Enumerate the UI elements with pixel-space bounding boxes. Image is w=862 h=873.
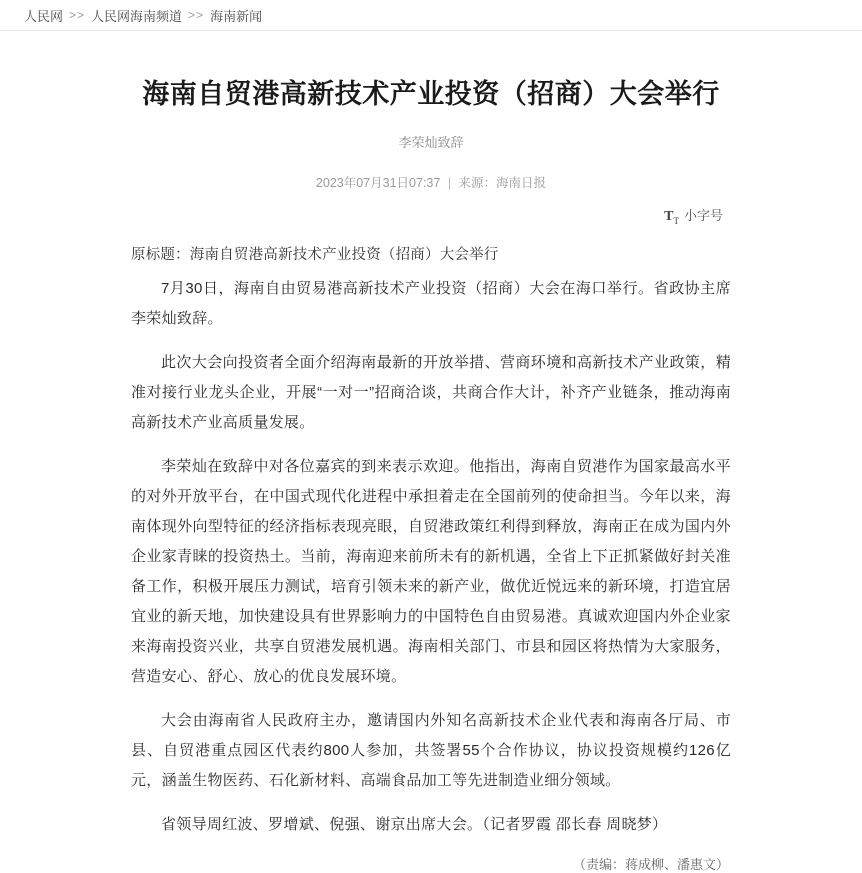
original-title: 原标题：海南自贸港高新技术产业投资（招商）大会举行 <box>131 247 499 264</box>
paragraph-4: 大会由海南省人民政府主办，邀请国内外知名高新技术企业代表和海南各厅局、市县、自贸港重点园区代表约800人参加，共签署55个合作协议，协议投资规模约126亿元，涵盖生物医药、石化新材料、高端食品加工等先进制造业细分领域。 <box>131 711 731 789</box>
editor-note: （责编：蒋成柳、潘惠文） <box>572 856 729 872</box>
meta-separator: | <box>447 176 452 191</box>
breadcrumb-separator-1: >> <box>188 8 205 22</box>
breadcrumb-item-2[interactable]: 海南新闻 <box>210 8 263 24</box>
breadcrumb-separator-0: >> <box>69 8 86 22</box>
paragraph-1: 7月30日，海南自由贸易港高新技术产业投资（招商）大会在海口举行。省政协主席李荣灿致辞。 <box>131 279 731 327</box>
text-size-icon: $T_T$ <box>664 209 679 227</box>
breadcrumb <box>0 0 862 31</box>
article-source: 来源：海南日报 <box>458 176 547 191</box>
paragraph-2: 此次大会向投资者全面介绍海南最新的开放举措、营商环境和高新技术产业政策，精准对接行业龙头企业，开展“一对一”招商洽谈，共商合作大计，补齐产业链条，推动海南高新技术产业高质量发展。 <box>131 353 731 431</box>
page-title: 海南自贸港高新技术产业投资（招商）大会举行 <box>142 79 720 110</box>
article-subtitle: 李荣灿致辞 <box>398 135 464 151</box>
article-content <box>131 274 731 840</box>
article-body <box>131 31 731 873</box>
font-size-button[interactable] <box>664 205 723 226</box>
article-meta <box>131 173 731 191</box>
text-size-icon-sub: T <box>673 216 679 227</box>
publish-date: 2023年07月31日07:37 <box>315 176 441 191</box>
font-size-label: 小字号 <box>683 208 723 224</box>
fontsize-bar <box>131 205 731 226</box>
breadcrumb-item-1[interactable]: 人民网海南频道 <box>91 8 183 24</box>
breadcrumb-item-0[interactable]: 人民网 <box>24 8 64 24</box>
paragraph-5: 省领导周红波、罗增斌、倪强、谢京出席大会。（记者罗霞 邵长春 周晓梦） <box>161 815 668 833</box>
paragraph-3: 李荣灿在致辞中对各位嘉宾的到来表示欢迎。他指出，海南自贸港作为国家最高水平的对外开放平台，在中国式现代化进程中承担着走在全国前列的使命担当。今年以来，海南体现外向型特征的经济指标表现亮眼，自贸港政策红利得到释放，海南正在成为国内外企业家青睐的投资热土。当前，海南迎来前所未有的新机遇，全省上下正抓紧做好封关准备工作，积极开展压力测试，培育引领未来的新产业，做优近悦远来的新环境，打造宜居宜业的新天地，加快建设具有世界影响力的中国特色自由贸易港。真诚欢迎国内外企业家来海南投资兴业，共享自贸港发展机遇。海南相关部门、市县和园区将热情为大家服务，营造安心、舒心、放心的优良发展环境。 <box>131 457 731 685</box>
